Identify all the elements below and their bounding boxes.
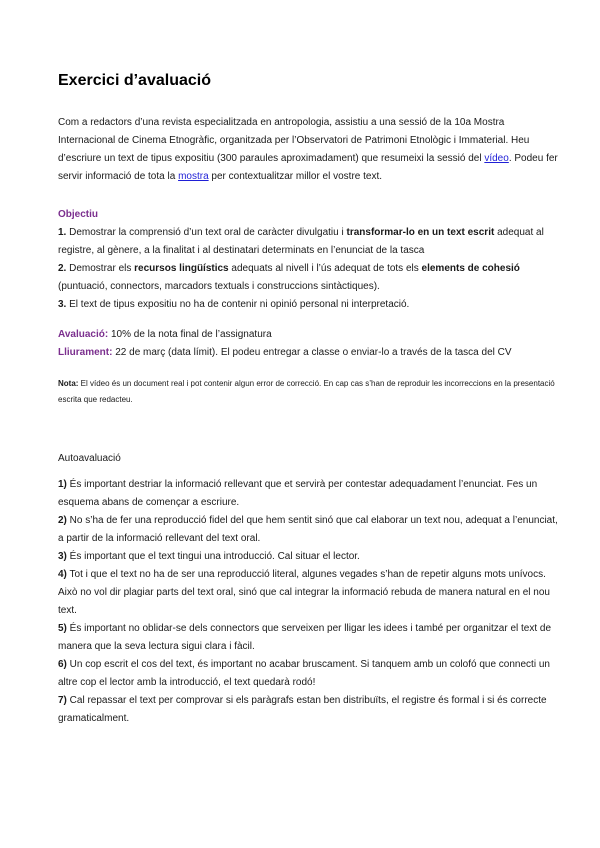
autoavaluacio-item-number: 5)	[58, 623, 67, 634]
objectiu-heading: Objectiu	[58, 209, 99, 220]
autoavaluacio-item-text: Tot i que el text no ha de ser una reproducció literal, algunes vegades s’han de repetir alguns mots unívocs. Això no vol dir plagiar parts del text oral, sinó que cal integrar la informació rebuda de manera natural en el nou text.	[58, 569, 550, 616]
objectiu-item-3	[58, 296, 558, 314]
intro-paragraph	[58, 114, 558, 186]
autoavaluacio-heading: Autoavaluació	[58, 453, 121, 464]
objectiu-item-number: 2.	[58, 263, 67, 274]
intro-text-1: Com a redactors d’una revista especialitzada en antropologia, assistiu a una sessió de la 10a Mostra Internacional de Cinema Etnogràfic, organitzada per l’Observatori de Patrimoni Etnològic i Immaterial. Heu d’escriure un text de tipus expositiu (300 paraules aproximadament) que resumeixi la sessió del	[58, 117, 530, 164]
autoavaluacio-item-5	[58, 620, 558, 656]
objectiu-item-bold: recursos lingüístics	[134, 263, 229, 274]
objectiu-section	[58, 206, 558, 314]
autoavaluacio-item-text: És important destriar la informació rellevant que et servirà per contestar adequadament l’enunciat. Fes un esquema abans de començar a escriure.	[58, 479, 538, 508]
nota-text: El vídeo és un document real i pot contenir algun error de correcció. En cap cas s’han de reproduir les incorreccions en la presentació escrita que redacteu.	[58, 379, 555, 404]
objectiu-item-1	[58, 224, 558, 260]
autoavaluacio-item-text: Un cop escrit el cos del text, és important no acabar bruscament. Si tanquem amb un colofó que connecti un altre cop el lector amb la introducció, el text quedarà rodó!	[58, 659, 550, 688]
autoavaluacio-item-number: 4)	[58, 569, 67, 580]
intro-text-2: . Podeu fer servir informació de tota la	[58, 153, 558, 182]
autoavaluacio-item-number: 2)	[58, 515, 67, 526]
intro-text-3: per contextualitzar millor el vostre text.	[208, 171, 383, 182]
autoavaluacio-item-text: No s’ha de fer una reproducció fidel del que hem sentit sinó que cal elaborar un text nou, adequat a l’enunciat, a partir de la informació rellevant del text oral.	[58, 515, 558, 544]
objectiu-item-bold: transformar-lo en un text escrit	[346, 227, 495, 238]
objectiu-item-number: 3.	[58, 299, 67, 310]
objectiu-item-text: adequats al nivell i l’ús adequat de tots els	[228, 263, 422, 274]
autoavaluacio-item-7	[58, 692, 558, 728]
lliurament-text: 22 de març (data límit). El podeu entregar a classe o enviar-lo a través de la tasca del CV	[112, 347, 512, 358]
objectiu-item-bold: elements de cohesió	[421, 263, 520, 274]
nota-section	[58, 376, 558, 408]
autoavaluacio-item-2	[58, 512, 558, 548]
objectiu-item-2	[58, 260, 558, 296]
autoavaluacio-item-number: 7)	[58, 695, 67, 706]
autoavaluacio-item-text: És important no oblidar-se dels connectors que serveixen per lligar les idees i també per organitzar el text de manera que la seva lectura sigui clara i fàcil.	[58, 623, 552, 652]
nota-label: Nota:	[58, 379, 79, 388]
objectiu-item-text: adequat al registre, al gènere, a la finalitat i al destinatari determinats en l’enunciat de la tasca	[58, 227, 544, 256]
autoavaluacio-item-4	[58, 566, 558, 620]
objectiu-item-text: Demostrar els	[66, 263, 135, 274]
info-section	[58, 326, 558, 362]
autoavaluacio-item-text: Cal repassar el text per comprovar si els paràgrafs estan ben distribuïts, el registre és formal i si és correcte gramaticalment.	[58, 695, 547, 724]
avaluacio-line	[58, 326, 558, 344]
mostra-link[interactable]: mostra	[178, 171, 209, 182]
video-link[interactable]: vídeo	[484, 153, 509, 164]
autoavaluacio-item-number: 1)	[58, 479, 67, 490]
nota-paragraph	[58, 376, 558, 408]
document-content	[58, 72, 558, 728]
objectiu-item-number: 1.	[58, 227, 67, 238]
objectiu-item-text: El text de tipus expositiu no ha de contenir ni opinió personal ni interpretació.	[66, 299, 410, 310]
objectiu-item-text: (puntuació, connectors, marcadors textuals i construccions sintàctiques).	[58, 281, 380, 292]
autoavaluacio-item-1	[58, 476, 558, 512]
avaluacio-label: Avaluació:	[58, 329, 109, 340]
lliurament-label: Lliurament:	[58, 347, 113, 358]
objectiu-item-text: Demostrar la comprensió d’un text oral de caràcter divulgatiu i	[66, 227, 347, 238]
autoavaluacio-section	[58, 450, 558, 728]
lliurament-line	[58, 344, 558, 362]
autoavaluacio-item-number: 6)	[58, 659, 67, 670]
autoavaluacio-item-text: És important que el text tingui una introducció. Cal situar el lector.	[66, 551, 360, 562]
page-title: Exercici d’avaluació	[58, 72, 211, 89]
avaluacio-text: 10% de la nota final de l’assignatura	[108, 329, 272, 340]
autoavaluacio-item-6	[58, 656, 558, 692]
autoavaluacio-item-3	[58, 548, 558, 566]
autoavaluacio-item-number: 3)	[58, 551, 67, 562]
